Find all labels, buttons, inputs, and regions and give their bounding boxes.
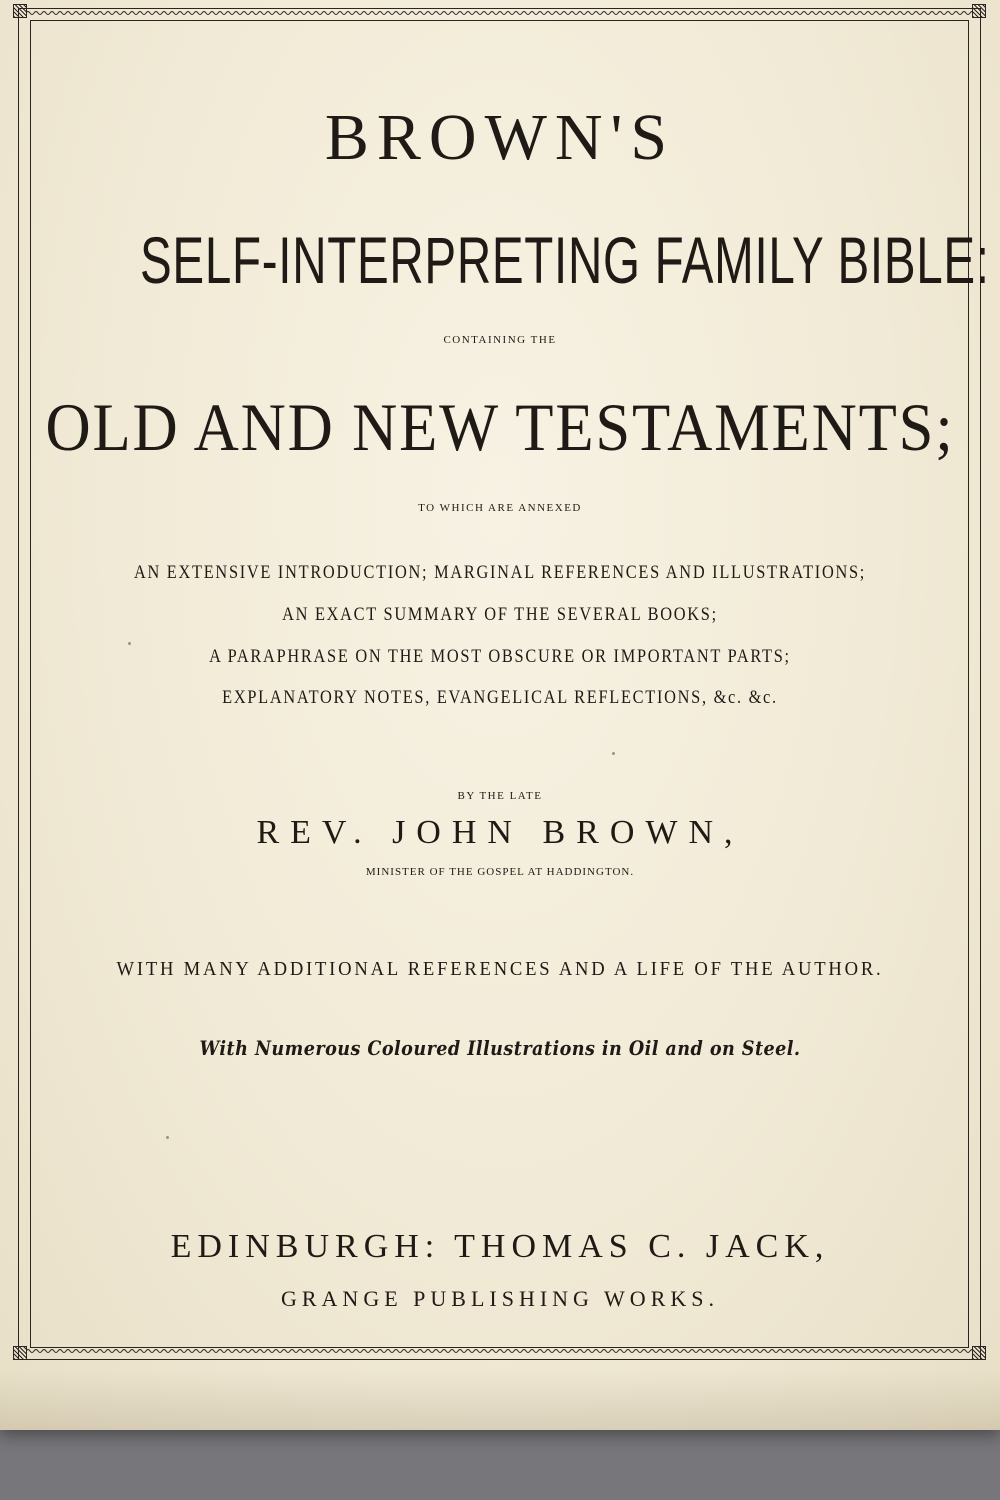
annexed-item: EXPLANATORY NOTES, EVANGELICAL REFLECTIONS, &c. &c. (222, 687, 778, 708)
publisher-line: EDINBURGH: THOMAS C. JACK, (170, 1228, 830, 1265)
bottom-wavy-rule (26, 1348, 972, 1354)
paper-speck (612, 752, 615, 755)
corner-ornament-bottom-right (972, 1346, 986, 1360)
corner-ornament-top-right (972, 4, 986, 18)
corner-ornament-bottom-left (13, 1346, 27, 1360)
page-border-inner (30, 20, 990, 1348)
containing-label: CONTAINING THE (443, 334, 557, 346)
book-subtitle: SELF-INTERPRETING FAMILY BIBLE: (140, 223, 990, 297)
illustrations-line: With Numerous Coloured Illustrations in Oil and on Steel. (199, 1036, 801, 1060)
paper-speck (128, 642, 131, 645)
author-role: MINISTER OF THE GOSPEL AT HADDINGTON. (365, 866, 635, 878)
annexed-item: AN EXACT SUMMARY OF THE SEVERAL BOOKS; (282, 604, 718, 625)
top-wavy-rule (26, 10, 972, 16)
book-title: BROWN'S (324, 101, 676, 174)
by-line: BY THE LATE (457, 790, 543, 802)
author-name: REV. JOHN BROWN, (256, 814, 744, 851)
additional-references-line: WITH MANY ADDITIONAL REFERENCES AND A LIFE OF THE AUTHOR. (116, 958, 884, 980)
publishing-works-line: GRANGE PUBLISHING WORKS. (280, 1286, 719, 1311)
annexed-item: A PARAPHRASE ON THE MOST OBSCURE OR IMPORTANT PARTS; (209, 646, 791, 667)
corner-ornament-top-left (13, 4, 27, 18)
testaments-heading: OLD AND NEW TESTAMENTS; (45, 389, 955, 465)
annexed-label: TO WHICH ARE ANNEXED (418, 502, 582, 514)
paper-speck (166, 1136, 169, 1139)
annexed-item: AN EXTENSIVE INTRODUCTION; MARGINAL REFERENCES AND ILLUSTRATIONS; (133, 562, 867, 583)
